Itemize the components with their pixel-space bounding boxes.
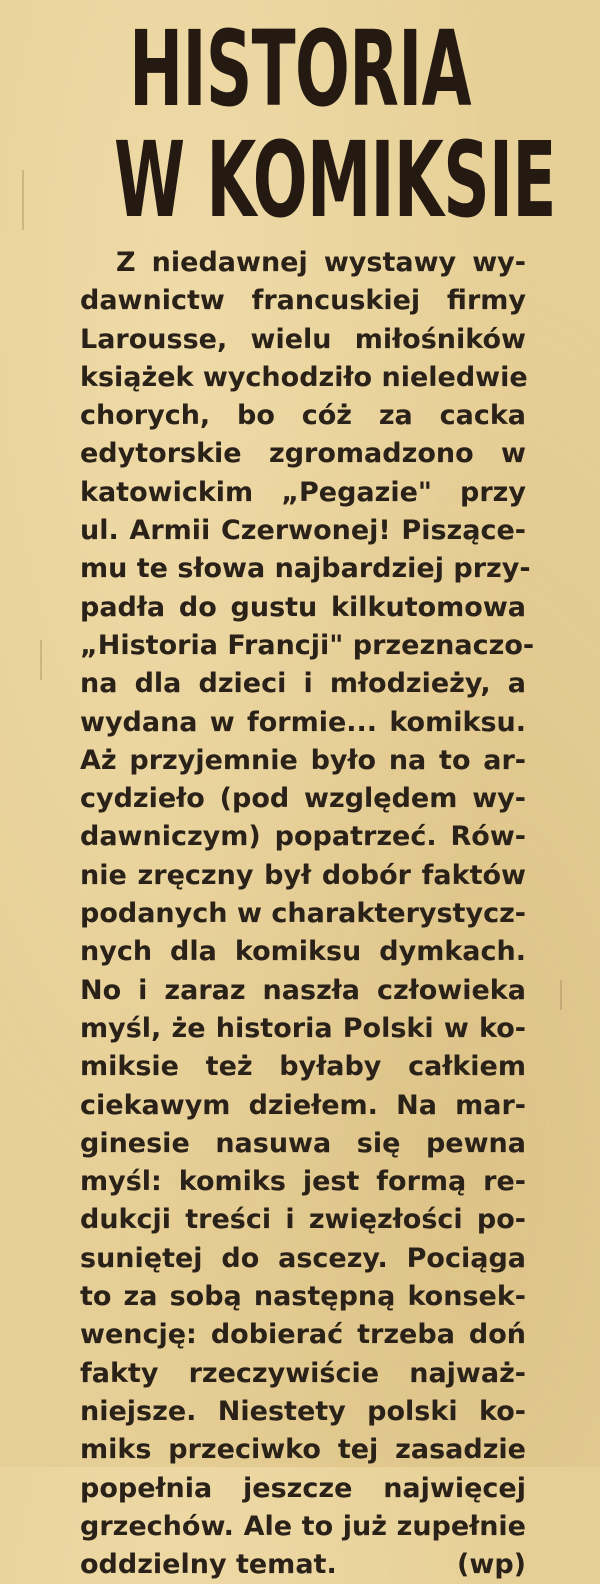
article-line: ul. Armii Czerwonej! Piszące- <box>80 515 526 547</box>
article-line: Z niedawnej wystawy wy- <box>116 247 526 278</box>
article-line: suniętej do ascezy. Pociąga <box>80 1242 526 1274</box>
article-line: dukcji treści i zwięzłości po- <box>80 1204 526 1236</box>
article-line: wydana w formie... komiksu. <box>80 706 526 738</box>
article-line: książek wychodziło nieledwie <box>80 361 528 393</box>
paper-scratch <box>560 980 562 1010</box>
article-line: „Historia Francji" przeznaczo- <box>80 629 535 661</box>
article-line: katowickim „Pegazie" przy <box>80 476 526 508</box>
article-line: miks przeciwko tej zasadzie <box>80 1434 526 1466</box>
article-line: cydzieło (pod względem wy- <box>80 783 526 815</box>
article-line: Larousse, wielu miłośników <box>80 323 526 355</box>
article-line: ginesie nasuwa się pewna <box>80 1127 526 1159</box>
article-line: mu te słowa najbardziej przy- <box>80 553 531 585</box>
article-line: ciekawym dziełem. Na mar- <box>80 1089 526 1121</box>
article-line: Aż przyjemnie było na to ar- <box>80 744 526 776</box>
article-line: chorych, bo cóż za cacka <box>80 400 526 432</box>
article-line: podanych w charakterystycz- <box>80 898 526 930</box>
article-line: nych dla komiksu dymkach. <box>80 936 526 968</box>
article-line: myśl: komiks jest formą re- <box>80 1166 526 1198</box>
article-line: dawniczym) popatrzeć. Rów- <box>80 821 526 853</box>
headline-line-1: HISTORIA <box>129 8 471 130</box>
article-line: wencję: dobierać trzeba doń <box>80 1319 526 1351</box>
article-line: niejsze. Niestety polski ko- <box>80 1395 526 1427</box>
author-signature: (wp) <box>457 1549 526 1581</box>
paper-scratch <box>40 640 42 680</box>
article-body <box>80 244 535 1584</box>
article-last-line <box>80 1546 526 1584</box>
article-line: to za sobą następną konsek- <box>80 1281 526 1313</box>
article-line: dawnictw francuskiej firmy <box>80 285 526 317</box>
article-line: fakty rzeczywiście najważ- <box>80 1357 526 1389</box>
article-line: No i zaraz naszła człowieka <box>80 974 526 1006</box>
article-line: miksie też byłaby całkiem <box>80 1051 526 1083</box>
headline-line-2: W KOMIKSIE <box>114 119 556 241</box>
article-line: grzechów. Ale to już zupełnie <box>80 1510 526 1542</box>
article-line: nie zręczny był dobór faktów <box>80 859 526 891</box>
article-line: popełnia jeszcze najwięcej <box>80 1472 526 1504</box>
article-closing-text: oddzielny temat. <box>80 1549 337 1581</box>
article-line: padła do gustu kilkutomowa <box>80 591 526 623</box>
article-line: na dla dzieci i młodzieży, a <box>80 668 526 700</box>
article-line: edytorskie zgromadzono w <box>80 438 526 470</box>
paper-scratch <box>22 170 24 230</box>
article-line: myśl, że historia Polski w ko- <box>80 1012 526 1044</box>
